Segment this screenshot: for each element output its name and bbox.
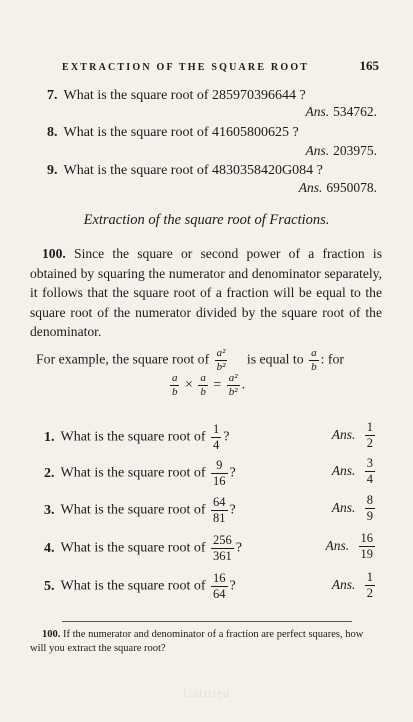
question-text: What is the square root of: [60, 540, 206, 556]
fraction-answer-4: [326, 531, 378, 562]
example-lead: For example, the square root of: [36, 351, 210, 367]
answer-label: Ans.: [305, 143, 330, 158]
denominator: 2: [366, 586, 373, 600]
paragraph-100: [30, 244, 382, 342]
question-7: [47, 88, 306, 104]
denominator: 361: [213, 549, 232, 563]
example-fraction-squared: [215, 347, 228, 374]
paragraph-number: 100.: [42, 246, 66, 261]
question-mark: ?: [235, 540, 242, 556]
answer-label: Ans.: [331, 426, 356, 442]
example-fraction-root: [309, 347, 319, 374]
denominator: b²: [228, 386, 238, 398]
question-value: 4830358420G084 ?: [212, 163, 323, 178]
question-text: What is the square root of: [60, 578, 206, 594]
bleed-through-text: Untitled: [182, 686, 231, 700]
fraction-question-2: [44, 458, 236, 489]
answer-label: Ans.: [331, 462, 356, 478]
question-fraction: [211, 422, 221, 453]
denominator: 2: [366, 436, 373, 450]
numerator: 9: [211, 458, 228, 474]
denominator: b²: [216, 361, 226, 373]
numerator: a: [171, 372, 178, 384]
identity-fraction-3: [227, 372, 240, 399]
footnote: [30, 628, 382, 656]
numerator: 8: [366, 493, 373, 507]
numerator: a: [200, 372, 206, 384]
question-text: What is the square root of: [63, 125, 209, 140]
question-text: What is the square root of: [63, 88, 209, 103]
fraction-answer-2: [332, 456, 377, 487]
answer-7: [306, 104, 378, 120]
numerator: 64: [213, 495, 226, 509]
numerator: 3: [366, 456, 373, 470]
example-tail: : for: [320, 351, 344, 367]
denominator: b: [171, 386, 178, 398]
equals-sign: =: [213, 377, 222, 393]
question-number: 1.: [44, 429, 55, 445]
fraction-answer-1: [332, 420, 377, 451]
fraction-question-4: [44, 533, 242, 564]
answer-label: Ans.: [325, 537, 350, 553]
numerator: a: [311, 347, 317, 359]
answer-value: 534762.: [333, 104, 377, 119]
answer-label: Ans.: [331, 576, 356, 592]
running-head-title: EXTRACTION OF THE SQUARE ROOT: [62, 62, 310, 73]
example-line: [36, 347, 344, 374]
denominator: 4: [366, 472, 373, 486]
identity-equation: [0, 372, 413, 399]
answer-fraction: [365, 420, 375, 451]
answer-label: Ans.: [331, 499, 356, 515]
question-fraction: [211, 533, 234, 564]
footnote-text: If the numerator and denominator of a fraction are perfect squares, how will you extract the square root?: [30, 629, 364, 654]
denominator: 16: [213, 474, 226, 488]
numerator: a²: [216, 347, 226, 359]
numerator: 16: [213, 571, 226, 585]
numerator: a²: [228, 372, 238, 384]
question-8: [47, 125, 299, 141]
answer-fraction: [359, 531, 376, 562]
numerator: 256: [213, 533, 232, 547]
question-text: What is the square root of: [60, 465, 206, 481]
example-middle: is equal to: [246, 351, 304, 367]
answer-8: [306, 143, 378, 159]
numerator: 16: [360, 531, 373, 545]
fraction-question-3: [44, 495, 236, 526]
denominator: b: [200, 386, 206, 398]
question-mark: ?: [229, 465, 236, 481]
answer-label: Ans.: [298, 180, 323, 195]
answer-fraction: [365, 456, 375, 487]
denominator: 64: [213, 587, 226, 601]
section-title: Extraction of the square root of Fractions.: [83, 212, 330, 228]
fraction-question-5: [44, 571, 236, 602]
question-9: [47, 163, 323, 179]
question-fraction: [211, 458, 228, 489]
identity-fraction-1: [170, 372, 180, 399]
question-text: What is the square root of: [60, 429, 206, 445]
question-number: 9.: [47, 163, 58, 178]
question-mark: ?: [223, 429, 230, 445]
identity-fraction-2: [198, 372, 208, 399]
numerator: 1: [213, 422, 220, 436]
answer-9: [299, 180, 377, 196]
fraction-answer-3: [332, 493, 377, 524]
numerator: 1: [366, 570, 373, 584]
denominator: 81: [213, 511, 226, 525]
page-number: 165: [359, 58, 379, 73]
times-sign: ×: [184, 377, 193, 393]
fraction-answer-5: [332, 570, 377, 601]
question-text: What is the square root of: [60, 502, 206, 518]
answer-value: 203975.: [333, 143, 377, 158]
footnote-rule: [62, 621, 352, 622]
question-value: 41605800625 ?: [212, 125, 299, 140]
question-number: 7.: [47, 88, 58, 103]
numerator: 1: [366, 420, 373, 434]
identity-end: .: [241, 377, 246, 393]
question-mark: ?: [229, 502, 236, 518]
question-number: 4.: [44, 540, 55, 556]
answer-fraction: [365, 493, 375, 524]
denominator: 4: [213, 438, 220, 452]
question-text: What is the square root of: [63, 163, 209, 178]
answer-label: Ans.: [305, 104, 330, 119]
question-fraction: [211, 495, 228, 526]
answer-value: 6950078.: [326, 180, 377, 195]
question-fraction: [211, 571, 228, 602]
answer-fraction: [365, 570, 375, 601]
denominator: b: [311, 361, 317, 373]
footnote-number: 100.: [42, 629, 61, 640]
question-number: 2.: [44, 465, 55, 481]
question-number: 5.: [44, 578, 55, 594]
question-mark: ?: [229, 578, 236, 594]
paragraph-text: Since the square or second power of a fraction is obtained by squaring the numerator and denominator separately, it follows that the square root of a fraction will be equal to the square root of the numerator divided by the square root of the denominator.: [30, 246, 382, 339]
question-value: 285970396644 ?: [212, 88, 306, 103]
denominator: 19: [360, 547, 373, 561]
question-number: 3.: [44, 502, 55, 518]
question-number: 8.: [47, 125, 58, 140]
denominator: 9: [366, 509, 373, 523]
fraction-question-1: [44, 422, 229, 453]
